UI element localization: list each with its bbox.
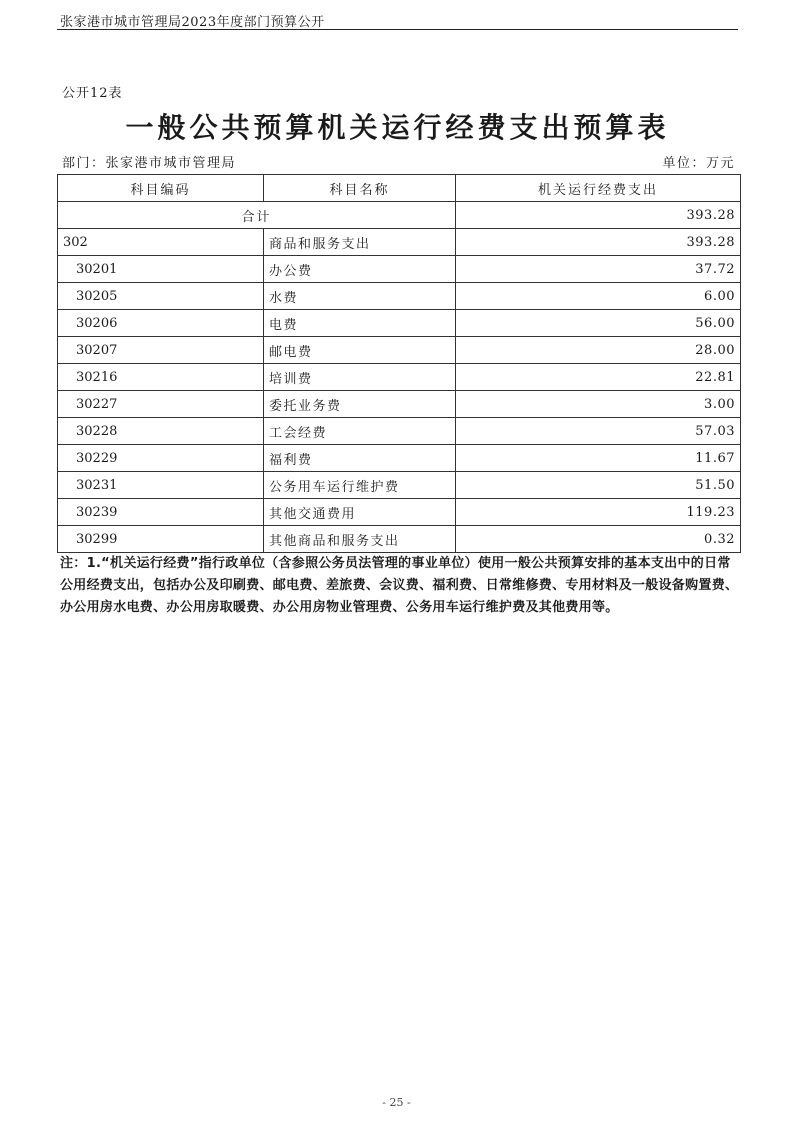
table-row [58, 472, 741, 499]
table-row [58, 499, 741, 526]
row-code: 30229 [58, 445, 264, 472]
running-header: 张家港市城市管理局2023年度部门预算公开 [60, 15, 325, 30]
row-amount: 37.72 [456, 256, 741, 283]
row-name: 委托业务费 [264, 391, 456, 418]
row-name: 培训费 [264, 364, 456, 391]
row-code: 30201 [58, 256, 264, 283]
table-row [58, 229, 741, 256]
table-row [58, 391, 741, 418]
table-row [58, 418, 741, 445]
unit-label: 单位：万元 [662, 156, 735, 171]
row-code: 30228 [58, 418, 264, 445]
page-number: - 25 - [382, 1096, 411, 1109]
row-amount: 393.28 [456, 229, 741, 256]
column-header-code: 科目编码 [58, 175, 264, 202]
row-code: 30206 [58, 310, 264, 337]
row-code: 30231 [58, 472, 264, 499]
table-row [58, 337, 741, 364]
row-code: 30205 [58, 283, 264, 310]
budget-table [57, 174, 741, 553]
row-amount: 0.32 [456, 526, 741, 553]
row-name: 电费 [264, 310, 456, 337]
row-amount: 51.50 [456, 472, 741, 499]
row-name: 工会经费 [264, 418, 456, 445]
row-name: 其他交通费用 [264, 499, 456, 526]
header-rule [57, 29, 738, 30]
row-name: 公务用车运行维护费 [264, 472, 456, 499]
row-amount: 56.00 [456, 310, 741, 337]
row-code: 30299 [58, 526, 264, 553]
row-amount: 22.81 [456, 364, 741, 391]
column-header-amount: 机关运行经费支出 [456, 175, 741, 202]
table-row [58, 256, 741, 283]
row-amount: 6.00 [456, 283, 741, 310]
table-row [58, 283, 741, 310]
row-amount: 11.67 [456, 445, 741, 472]
row-name: 水费 [264, 283, 456, 310]
row-amount: 57.03 [456, 418, 741, 445]
table-note: 注：1.“机关运行经费”指行政单位（含参照公务员法管理的事业单位）使用一般公共预算安排的基本支出中的日常公用经费支出，包括办公及印刷费、邮电费、差旅费、会议费、福利费、日常维修费、专用材料及一般设备购置费、办公用房水电费、办公用房取暖费、办公用房物业管理费、公务用车运行维护费及其他费用等。 [60, 556, 739, 615]
total-label: 合计 [58, 202, 456, 229]
row-code: 30207 [58, 337, 264, 364]
table-row [58, 445, 741, 472]
row-name: 邮电费 [264, 337, 456, 364]
row-code: 30216 [58, 364, 264, 391]
page-title: 一般公共预算机关运行经费支出预算表 [125, 111, 670, 144]
row-code: 30227 [58, 391, 264, 418]
row-name: 办公费 [264, 256, 456, 283]
row-amount: 28.00 [456, 337, 741, 364]
department-label: 部门：张家港市城市管理局 [62, 156, 237, 171]
table-row [58, 310, 741, 337]
row-code: 302 [58, 229, 264, 256]
table-header-row [58, 175, 741, 202]
total-amount: 393.28 [456, 202, 741, 229]
table-row [58, 526, 741, 553]
form-number: 公开12表 [62, 86, 123, 101]
total-row [58, 202, 741, 229]
row-amount: 3.00 [456, 391, 741, 418]
row-amount: 119.23 [456, 499, 741, 526]
row-name: 其他商品和服务支出 [264, 526, 456, 553]
table-row [58, 364, 741, 391]
row-code: 30239 [58, 499, 264, 526]
column-header-name: 科目名称 [264, 175, 456, 202]
row-name: 商品和服务支出 [264, 229, 456, 256]
row-name: 福利费 [264, 445, 456, 472]
